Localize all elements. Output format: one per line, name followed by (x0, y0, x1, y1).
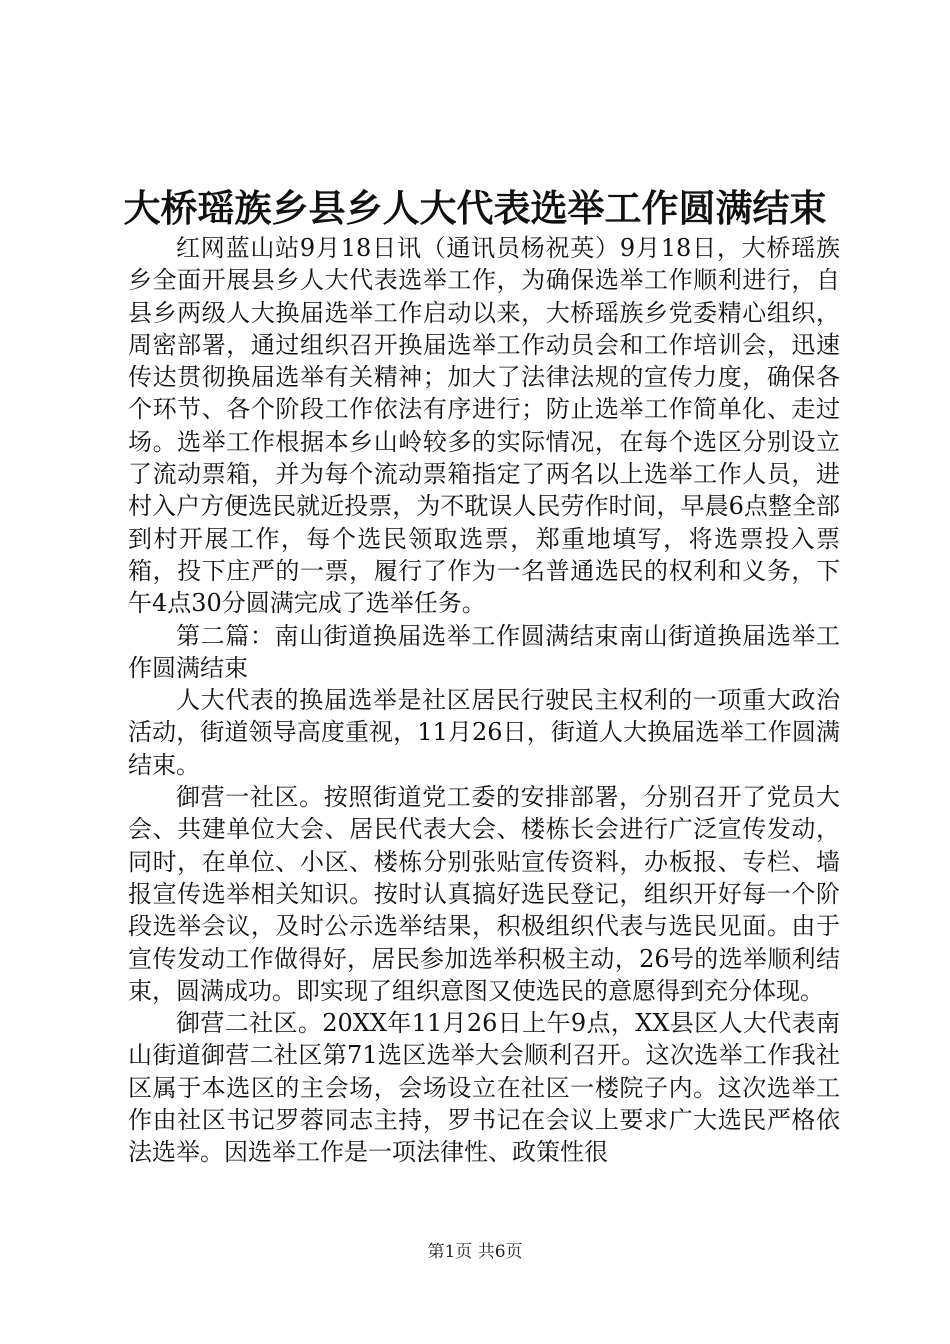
document-body (128, 232, 840, 1169)
paragraph-3: 人大代表的换届选举是社区居民行驶民主权利的一项重大政治活动，街道领导高度重视，11月26日，街道人大换届选举工作圆满结束。 (128, 686, 840, 779)
paragraph-2-section-heading: 第二篇：南山街道换届选举工作圆满结束南山街道换届选举工作圆满结束 (128, 621, 840, 682)
document-title: 大桥瑶族乡县乡人大代表选举工作圆满结束 (123, 186, 827, 230)
paragraph-5: 御营二社区。20XX年11月26日上午9点，XX县区人大代表南山街道御营二社区第71选区选举大会顺利召开。这次选举工作我社区属于本选区的主会场，会场设立在社区一楼院子内。这次选举工作由社区书记罗蓉同志主持，罗书记在会议上要求广大选民严格依法选举。因选举工作是一项法律性、政策性很 (128, 1009, 840, 1167)
paragraph-1: 红网蓝山站9月18日讯（通讯员杨祝英）9月18日，大桥瑶族乡全面开展县乡人大代表选举工作，为确保选举工作顺利进行，自县乡两级人大换届选举工作启动以来，大桥瑶族乡党委精心组织，周密部署，通过组织召开换届选举工作动员会和工作培训会，迅速传达贯彻换届选举有关精神；加大了法律法规的宣传力度，确保各个环节、各个阶段工作依法有序进行；防止选举工作简单化、走过场。选举工作根据本乡山岭较多的实际情况，在每个选区分别设立了流动票箱，并为每个流动票箱指定了两名以上选举工作人员，进村入户方便选民就近投票，为不耽误人民劳作时间，早晨6点整全部到村开展工作，每个选民领取选票，郑重地填写，将选票投入票箱，投下庄严的一票，履行了作为一名普通选民的权利和义务，下午4点30分圆满完成了选举任务。 (128, 234, 840, 618)
page-number-footer: 第1页 共6页 (427, 1242, 523, 1262)
paragraph-4: 御营一社区。按照街道党工委的安排部署，分别召开了党员大会、共建单位大会、居民代表大会、楼栋长会进行广泛宣传发动，同时，在单位、小区、楼栋分别张贴宣传资料，办板报、专栏、墙报宣传选举相关知识。按时认真搞好选民登记，组织开好每一个阶段选举会议，及时公示选举结果，积极组织代表与选民见面。由于宣传发动工作做得好，居民参加选举积极主动，26号的选举顺利结束，圆满成功。即实现了组织意图又使选民的意愿得到充分体现。 (128, 783, 840, 1005)
